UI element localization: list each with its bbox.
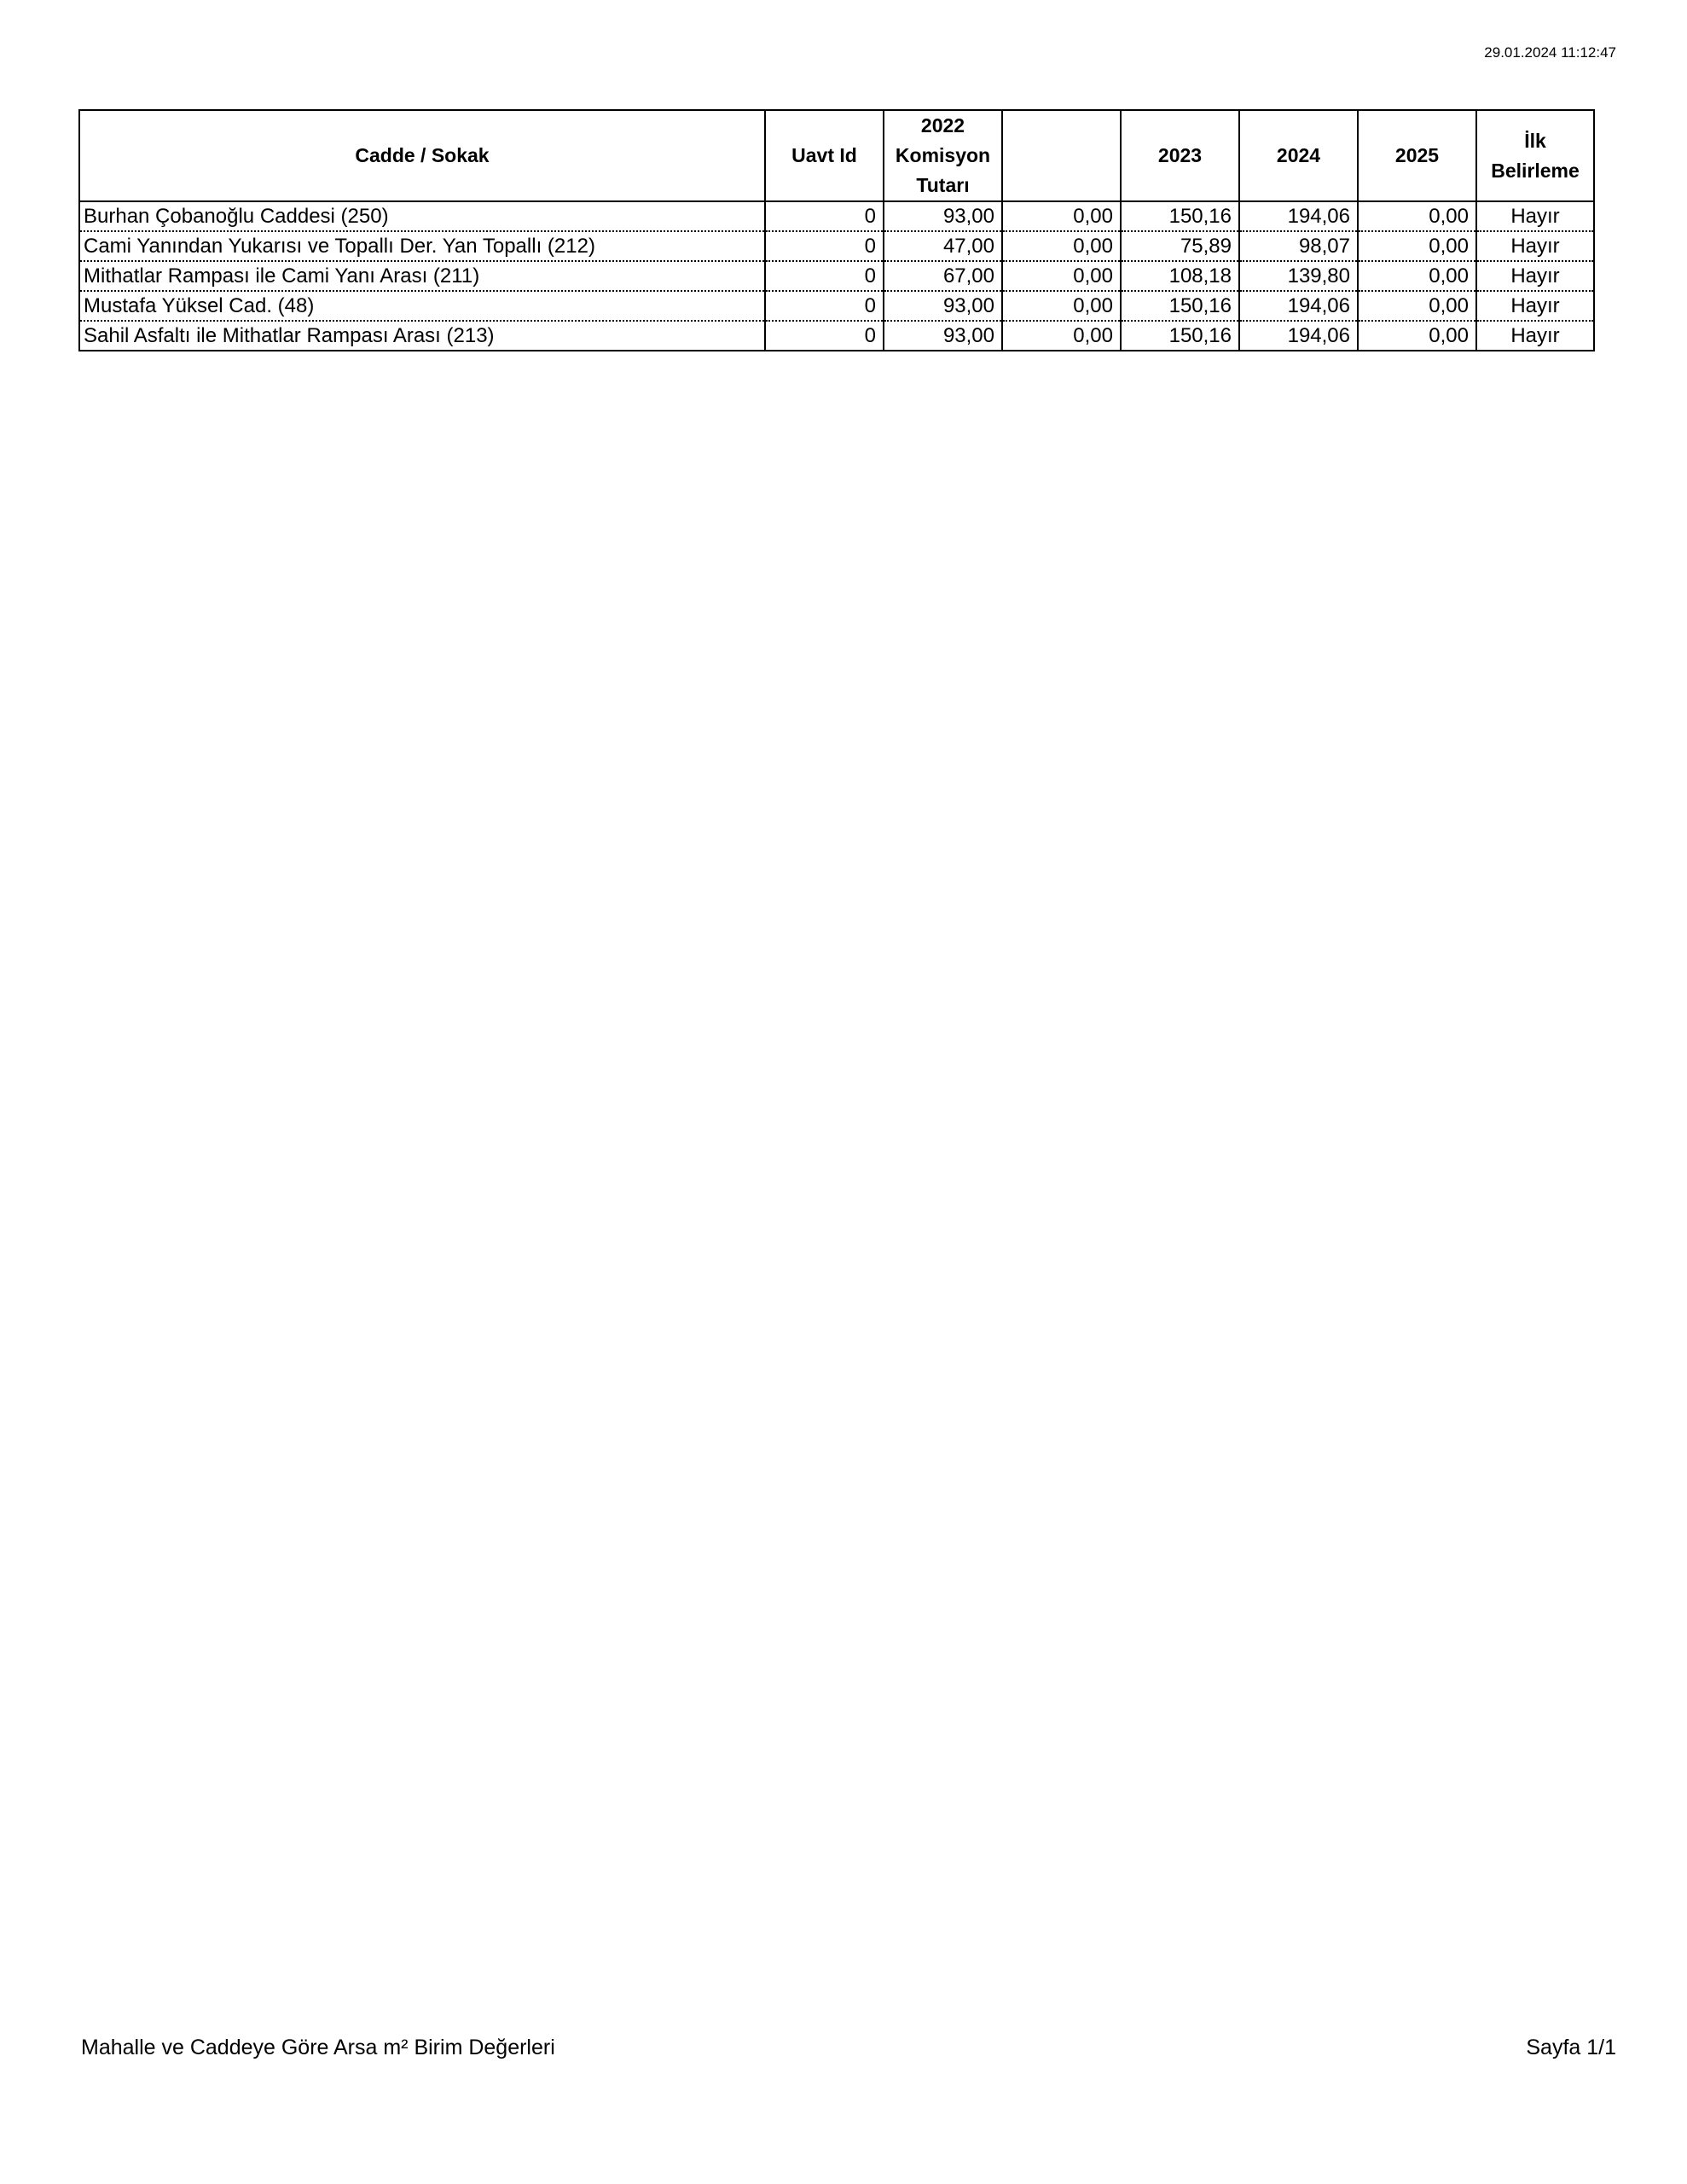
column-header-uavt-id: Uavt Id xyxy=(765,110,884,201)
blank-column-cell: 0,00 xyxy=(1002,201,1121,231)
blank-column-cell: 0,00 xyxy=(1002,231,1121,261)
table-row xyxy=(79,201,1594,231)
street-name-cell: Sahil Asfaltı ile Mithatlar Rampası Arası (213) xyxy=(79,321,765,351)
value-2025-cell: 0,00 xyxy=(1358,321,1476,351)
value-2025-cell: 0,00 xyxy=(1358,231,1476,261)
blank-column-cell: 0,00 xyxy=(1002,321,1121,351)
blank-column-cell: 0,00 xyxy=(1002,291,1121,321)
uavt-id-cell: 0 xyxy=(765,201,884,231)
value-2023-cell: 75,89 xyxy=(1121,231,1239,261)
column-header-2024: 2024 xyxy=(1239,110,1358,201)
column-header-street: Cadde / Sokak xyxy=(79,110,765,201)
column-header-2022-commission xyxy=(884,110,1002,201)
value-2024-cell: 194,06 xyxy=(1239,201,1358,231)
value-2024-cell: 139,80 xyxy=(1239,261,1358,291)
table-header-row xyxy=(79,110,1594,201)
value-2024-cell: 98,07 xyxy=(1239,231,1358,261)
table-row xyxy=(79,261,1594,291)
column-header-2025: 2025 xyxy=(1358,110,1476,201)
unit-values-table xyxy=(78,109,1595,351)
table-row xyxy=(79,321,1594,351)
value-2024-cell: 194,06 xyxy=(1239,291,1358,321)
uavt-id-cell: 0 xyxy=(765,291,884,321)
street-name-cell: Cami Yanından Yukarısı ve Topallı Der. Yan Topallı (212) xyxy=(79,231,765,261)
value-2025-cell: 0,00 xyxy=(1358,201,1476,231)
column-header-blank xyxy=(1002,110,1121,201)
street-name-cell: Burhan Çobanoğlu Caddesi (250) xyxy=(79,201,765,231)
table-row xyxy=(79,231,1594,261)
first-determination-cell: Hayır xyxy=(1476,261,1594,291)
blank-column-cell: 0,00 xyxy=(1002,261,1121,291)
column-header-2023: 2023 xyxy=(1121,110,1239,201)
value-2023-cell: 108,18 xyxy=(1121,261,1239,291)
first-determination-cell: Hayır xyxy=(1476,321,1594,351)
column-header-first-determination-text: İlk Belirleme xyxy=(1491,129,1580,182)
commission-2022-cell: 93,00 xyxy=(884,321,1002,351)
uavt-id-cell: 0 xyxy=(765,231,884,261)
commission-2022-cell: 47,00 xyxy=(884,231,1002,261)
commission-2022-cell: 67,00 xyxy=(884,261,1002,291)
report-timestamp: 29.01.2024 11:12:47 xyxy=(1484,44,1616,61)
report-title: Mahalle ve Caddeye Göre Arsa m² Birim Değerleri xyxy=(81,2036,555,2059)
value-2024-cell: 194,06 xyxy=(1239,321,1358,351)
commission-2022-cell: 93,00 xyxy=(884,201,1002,231)
street-name-cell: Mithatlar Rampası ile Cami Yanı Arası (211) xyxy=(79,261,765,291)
column-header-first-determination xyxy=(1476,110,1594,201)
value-2023-cell: 150,16 xyxy=(1121,321,1239,351)
first-determination-cell: Hayır xyxy=(1476,201,1594,231)
uavt-id-cell: 0 xyxy=(765,261,884,291)
column-header-2022-commission-text: 2022 Komisyon Tutarı xyxy=(895,114,991,196)
value-2025-cell: 0,00 xyxy=(1358,261,1476,291)
value-2025-cell: 0,00 xyxy=(1358,291,1476,321)
commission-2022-cell: 93,00 xyxy=(884,291,1002,321)
street-name-cell: Mustafa Yüksel Cad. (48) xyxy=(79,291,765,321)
value-2023-cell: 150,16 xyxy=(1121,201,1239,231)
page-number: Sayfa 1/1 xyxy=(1526,2036,1616,2059)
first-determination-cell: Hayır xyxy=(1476,231,1594,261)
value-2023-cell: 150,16 xyxy=(1121,291,1239,321)
uavt-id-cell: 0 xyxy=(765,321,884,351)
table-row xyxy=(79,291,1594,321)
first-determination-cell: Hayır xyxy=(1476,291,1594,321)
